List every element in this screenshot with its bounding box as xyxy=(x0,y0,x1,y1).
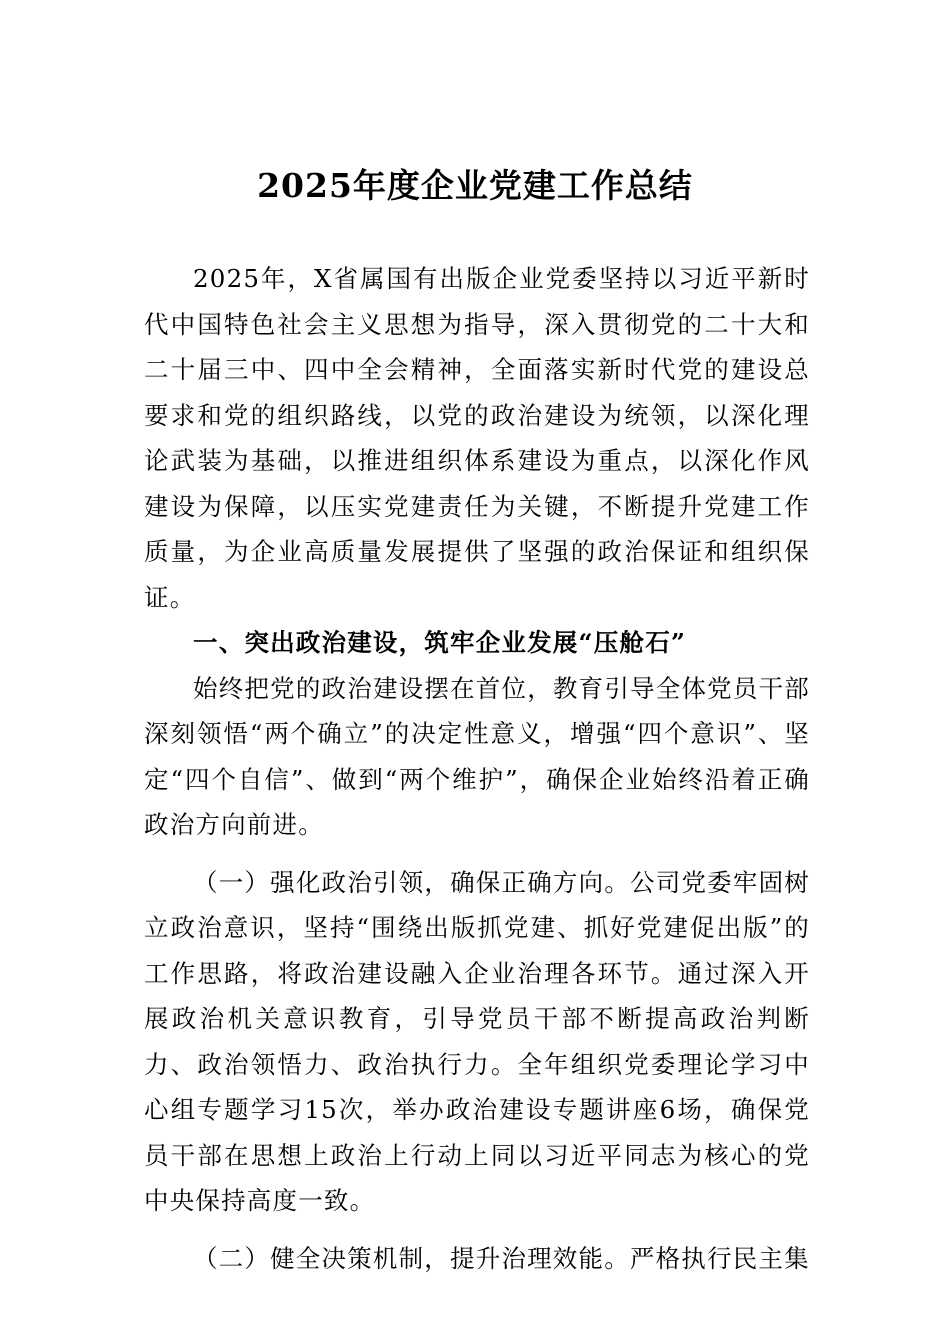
intro-paragraph: 2025年，X省属国有出版企业党委坚持以习近平新时代中国特色社会主义思想为指导，深入贯彻党的二十大和二十届三中、四中全会精神，全面落实新时代党的建设总要求和党的组织路线，以党的政治建设为统领，以深化理论武装为基础，以推进组织体系建设为重点，以深化作风建设为保障，以压实党建责任为关键，不断提升党建工作质量，为企业高质量发展提供了坚强的政治保证和组织保证。 xyxy=(144,264,810,612)
subsection-2-text: 严格执行民主集 xyxy=(629,1243,810,1273)
subsection-1-lead: （一）强化政治引领，确保正确方向。 xyxy=(193,867,631,897)
subsection-1-text: 公司党委牢固树立政治意识，坚持“围绕出版抓党建、抓好党建促出版”的工作思路，将政治建设融入企业治理各环节。通过深入开展政治机关意识教育，引导党员干部不断提高政治判断力、政治领悟力、政治执行力。全年组织党委理论学习中心组专题学习15次，举办政治建设专题讲座6场，确保党员干部在思想上政治上行动上同以习近平同志为核心的党中央保持高度一致。 xyxy=(144,867,810,1215)
document-title: 2025年度企业党建工作总结 xyxy=(257,166,693,205)
section-heading-1: 一、突出政治建设，筑牢企业发展“压舱石” xyxy=(193,628,687,657)
subsection-2-paragraph xyxy=(144,1236,810,1282)
subsection-2-lead: （二）健全决策机制，提升治理效能。 xyxy=(193,1243,630,1273)
section-1-paragraph: 始终把党的政治建设摆在首位，教育引导全体党员干部深刻领悟“两个确立”的决定性意义，增强“四个意识”、坚定“四个自信”、做到“两个维护”，确保企业始终沿着正确政治方向前进。 xyxy=(144,673,810,839)
subsection-1-paragraph xyxy=(144,860,810,1224)
document-body xyxy=(144,256,810,1281)
